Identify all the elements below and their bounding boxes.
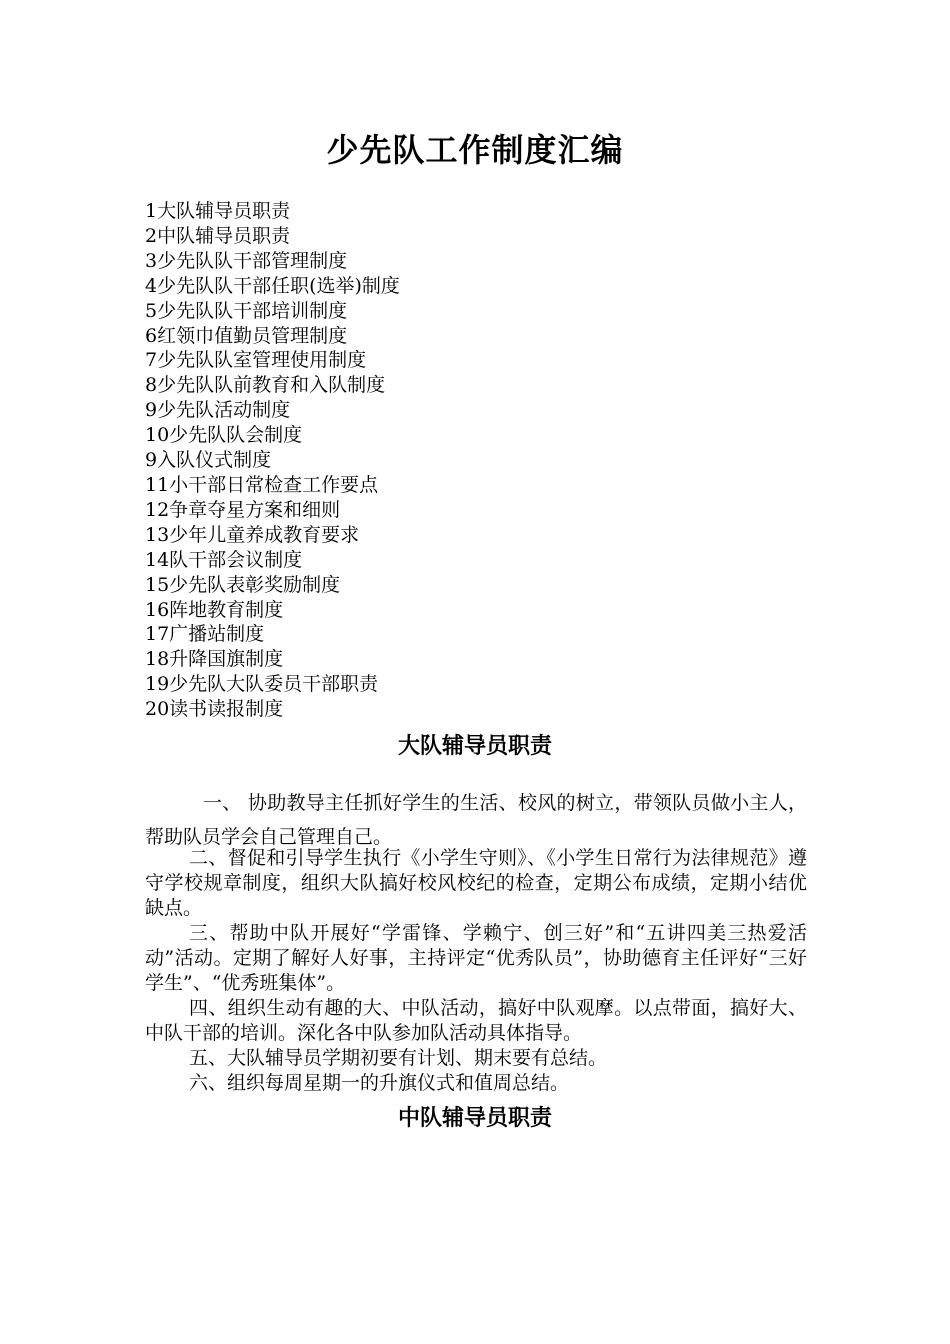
table-of-contents	[145, 199, 805, 722]
paragraph: 六、组织每周星期一的升旗仪式和值周总结。	[189, 1072, 570, 1094]
toc-item: 5少先队队干部培训制度	[145, 299, 348, 322]
toc-item: 11小干部日常检查工作要点	[145, 473, 379, 496]
toc-item: 9入队仪式制度	[145, 449, 272, 472]
toc-item: 4少先队队干部任职(选举)制度	[145, 274, 400, 297]
toc-item: 12争章夺星方案和细则	[145, 498, 341, 521]
toc-item: 14队干部会议制度	[145, 548, 303, 571]
toc-item: 17广播站制度	[145, 623, 265, 646]
toc-item: 6红领巾值勤员管理制度	[145, 324, 348, 347]
paragraph: 三、帮助中队开展好“学雷锋、学赖宁、创三好”和“五讲四美三热爱活动”活动。定期了解好人好事，主持评定“优秀队员”，协助德育主任评好“三好学生”、“优秀班集体”。	[145, 922, 807, 994]
toc-item: 18升降国旗制度	[145, 648, 284, 671]
toc-item: 7少先队队室管理使用制度	[145, 349, 367, 372]
section-heading-squadron-counselor: 中队辅导员职责	[397, 1106, 552, 1131]
toc-item: 16阵地教育制度	[145, 598, 284, 621]
paragraph: 二、督促和引导学生执行《小学生守则》、《小学生日常行为法律规范》遵守学校规章制度，组织大队搞好校风校纪的检查，定期公布成绩，定期小结优缺点。	[145, 847, 807, 919]
toc-item: 13少年儿童养成教育要求	[145, 523, 360, 546]
toc-item: 3少先队队干部管理制度	[145, 249, 348, 272]
toc-item: 9少先队活动制度	[145, 399, 291, 422]
section-body	[145, 846, 807, 1096]
toc-item: 15少先队表彰奖励制度	[145, 573, 341, 596]
toc-item: 2中队辅导员职责	[145, 224, 291, 247]
document-title: 少先队工作制度汇编	[326, 131, 624, 169]
toc-item: 10少先队队会制度	[145, 424, 303, 447]
toc-item: 19少先队大队委员干部职责	[145, 673, 379, 696]
toc-item: 20读书读报制度	[145, 698, 284, 721]
toc-item: 1大队辅导员职责	[145, 200, 291, 222]
paragraph: 一、 协助教导主任抓好学生的生活、校风的树立，带领队员做小主人，帮助队员学会自己管理自己。	[145, 792, 807, 848]
toc-item: 8少先队队前教育和入队制度	[145, 374, 386, 397]
section-heading-brigade-counselor: 大队辅导员职责	[397, 734, 552, 759]
paragraph: 四、组织生动有趣的大、中队活动，搞好中队观摩。以点带面，搞好大、中队干部的培训。深化各中队参加队活动具体指导。	[145, 997, 807, 1044]
paragraph: 五、大队辅导员学期初要有计划、期末要有总结。	[189, 1047, 608, 1069]
